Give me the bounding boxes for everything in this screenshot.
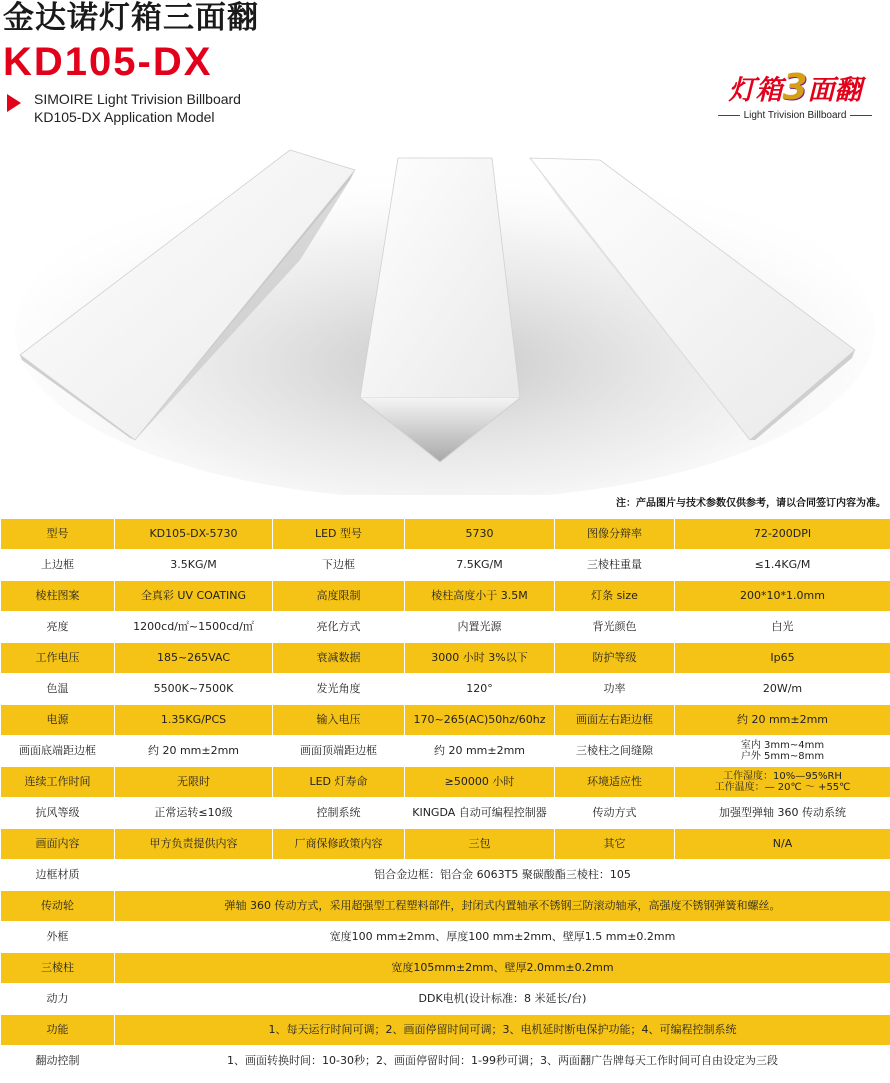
spec-value: 全真彩 UV COATING — [115, 581, 273, 612]
spec-value: 正常运转≤10级 — [115, 798, 273, 829]
table-row — [1, 891, 890, 922]
spec-value — [675, 767, 890, 798]
logo-tagline — [700, 110, 890, 121]
spec-label: 翻动控制 — [1, 1046, 115, 1077]
table-row — [1, 612, 890, 643]
table-row — [1, 705, 890, 736]
spec-label: 图像分辩率 — [555, 519, 675, 550]
spec-value: 内置光源 — [405, 612, 555, 643]
spec-value: Ip65 — [675, 643, 890, 674]
spec-label: 动力 — [1, 984, 115, 1015]
table-row — [1, 1015, 890, 1046]
spec-value-wide: 1、画面转换时间：10-30秒；2、画面停留时间：1-99秒可调；3、两面翻广告牌每天工作时间可自由设定为三段 — [115, 1046, 890, 1077]
subtitle-line-1: SIMOIRE Light Trivision Billboard — [34, 91, 241, 107]
page-title: 金达诺灯箱三面翻 — [3, 0, 259, 36]
spec-value: KINGDA 自动可编程控制器 — [405, 798, 555, 829]
spec-value-wide: 铝合金边框：铝合金 6063T5 聚碳酸酯三棱柱：105 — [115, 860, 890, 891]
spec-label: 画面顶端距边框 — [273, 736, 405, 767]
spec-value-wide: 宽度105mm±2mm、壁厚2.0mm±0.2mm — [115, 953, 890, 984]
spec-value: 1.35KG/PCS — [115, 705, 273, 736]
spec-label: 外框 — [1, 922, 115, 953]
spec-value: N/A — [675, 829, 890, 860]
spec-label: 发光角度 — [273, 674, 405, 705]
spec-label: 控制系统 — [273, 798, 405, 829]
spec-label: 画面底端距边框 — [1, 736, 115, 767]
spec-value — [675, 736, 890, 767]
spec-value: 72-200DPI — [675, 519, 890, 550]
spec-value: 加强型弹轴 360 传动系统 — [675, 798, 890, 829]
table-row — [1, 674, 890, 705]
spec-label: 棱柱图案 — [1, 581, 115, 612]
spec-label: 三棱柱 — [1, 953, 115, 984]
table-row — [1, 736, 890, 767]
spec-label: 三棱柱之间缝隙 — [555, 736, 675, 767]
spec-value: ≤1.4KG/M — [675, 550, 890, 581]
spec-value: 185~265VAC — [115, 643, 273, 674]
spec-value-line: 工作湿度：10%—95%RH — [723, 771, 842, 782]
spec-value: 5500K~7500K — [115, 674, 273, 705]
spec-label: 三棱柱重量 — [555, 550, 675, 581]
spec-label: 色温 — [1, 674, 115, 705]
spec-label: 衰减数据 — [273, 643, 405, 674]
spec-label: 传动轮 — [1, 891, 115, 922]
spec-label: 下边框 — [273, 550, 405, 581]
logo-text-1: 灯箱 — [728, 75, 783, 106]
spec-label: 传动方式 — [555, 798, 675, 829]
spec-value: KD105-DX-5730 — [115, 519, 273, 550]
spec-table-body — [1, 519, 890, 1077]
table-row — [1, 550, 890, 581]
logo-wordmark — [700, 67, 890, 109]
spec-label: 连续工作时间 — [1, 767, 115, 798]
logo-text-2: 面翻 — [807, 75, 862, 106]
spec-value: 无限时 — [115, 767, 273, 798]
spec-value: 约 20 mm±2mm — [405, 736, 555, 767]
disclaimer-note: 注：产品图片与技术参数仅供参考，请以合同签订内容为准。 — [616, 498, 886, 509]
spec-value-wide: 弹轴 360 传动方式，采用超强型工程塑料部件，封闭式内置轴承不锈钢三防滚动轴承，高强度不锈钢弹簧和螺丝。 — [115, 891, 890, 922]
spec-label: 功率 — [555, 674, 675, 705]
table-row — [1, 829, 890, 860]
table-row — [1, 860, 890, 891]
spec-value: 5730 — [405, 519, 555, 550]
logo-tagline-text: Light Trivision Billboard — [743, 110, 847, 121]
spec-label: 画面内容 — [1, 829, 115, 860]
spec-label: LED 型号 — [273, 519, 405, 550]
spec-value-wide: 1、每天运行时间可调；2、画面停留时间可调；3、电机延时断电保护功能；4、可编程控制系统 — [115, 1015, 890, 1046]
spec-value: 三包 — [405, 829, 555, 860]
spec-label: LED 灯寿命 — [273, 767, 405, 798]
spec-label: 输入电压 — [273, 705, 405, 736]
play-arrow-icon — [7, 94, 21, 112]
spec-value: 甲方负责提供内容 — [115, 829, 273, 860]
model-title: KD105-DX — [3, 40, 213, 84]
table-row — [1, 767, 890, 798]
triangular-prism-illustration — [0, 140, 890, 495]
spec-label: 防护等级 — [555, 643, 675, 674]
spec-value-wide: DDK电机(设计标准：8 米延长/台) — [115, 984, 890, 1015]
spec-label: 背光颜色 — [555, 612, 675, 643]
spec-label: 厂商保修政策内容 — [273, 829, 405, 860]
spec-label: 电源 — [1, 705, 115, 736]
spec-label: 灯条 size — [555, 581, 675, 612]
spec-value-line: 工作温度：— 20℃ ～ +55℃ — [714, 782, 851, 793]
spec-label: 功能 — [1, 1015, 115, 1046]
table-row — [1, 643, 890, 674]
spec-label: 边框材质 — [1, 860, 115, 891]
spec-value: 约 20 mm±2mm — [115, 736, 273, 767]
spec-value-line: 户外 5mm~8mm — [740, 751, 825, 762]
spec-label: 亮化方式 — [273, 612, 405, 643]
spec-value: ≥50000 小时 — [405, 767, 555, 798]
spec-value-wide: 宽度100 mm±2mm、厚度100 mm±2mm、壁厚1.5 mm±0.2mm — [115, 922, 890, 953]
spec-label: 上边框 — [1, 550, 115, 581]
spec-label: 其它 — [555, 829, 675, 860]
spec-value: 200*10*1.0mm — [675, 581, 890, 612]
spec-value: 1200cd/㎡~1500cd/㎡ — [115, 612, 273, 643]
spec-value: 棱柱高度小于 3.5M — [405, 581, 555, 612]
spec-value: 3.5KG/M — [115, 550, 273, 581]
spec-value: 白光 — [675, 612, 890, 643]
spec-value: 170~265(AC)50hz/60hz — [405, 705, 555, 736]
table-row — [1, 1046, 890, 1077]
subtitle-line-2: KD105-DX Application Model — [34, 109, 215, 125]
spec-label: 环境适应性 — [555, 767, 675, 798]
spec-value: 3000 小时 3%以下 — [405, 643, 555, 674]
table-row — [1, 519, 890, 550]
spec-label: 高度限制 — [273, 581, 405, 612]
spec-value: 120° — [405, 674, 555, 705]
spec-value: 7.5KG/M — [405, 550, 555, 581]
spec-label: 抗风等级 — [1, 798, 115, 829]
table-row — [1, 953, 890, 984]
spec-value: 20W/m — [675, 674, 890, 705]
spec-label: 型号 — [1, 519, 115, 550]
table-row — [1, 922, 890, 953]
table-row — [1, 581, 890, 612]
spec-value: 约 20 mm±2mm — [675, 705, 890, 736]
table-row — [1, 984, 890, 1015]
spec-label: 画面左右距边框 — [555, 705, 675, 736]
brand-logo — [700, 67, 890, 128]
spec-label: 亮度 — [1, 612, 115, 643]
spec-table — [0, 518, 890, 1077]
spec-label: 工作电压 — [1, 643, 115, 674]
logo-numeral: 3 — [782, 67, 808, 108]
spec-value-line: 室内 3mm~4mm — [740, 740, 825, 751]
table-row — [1, 798, 890, 829]
